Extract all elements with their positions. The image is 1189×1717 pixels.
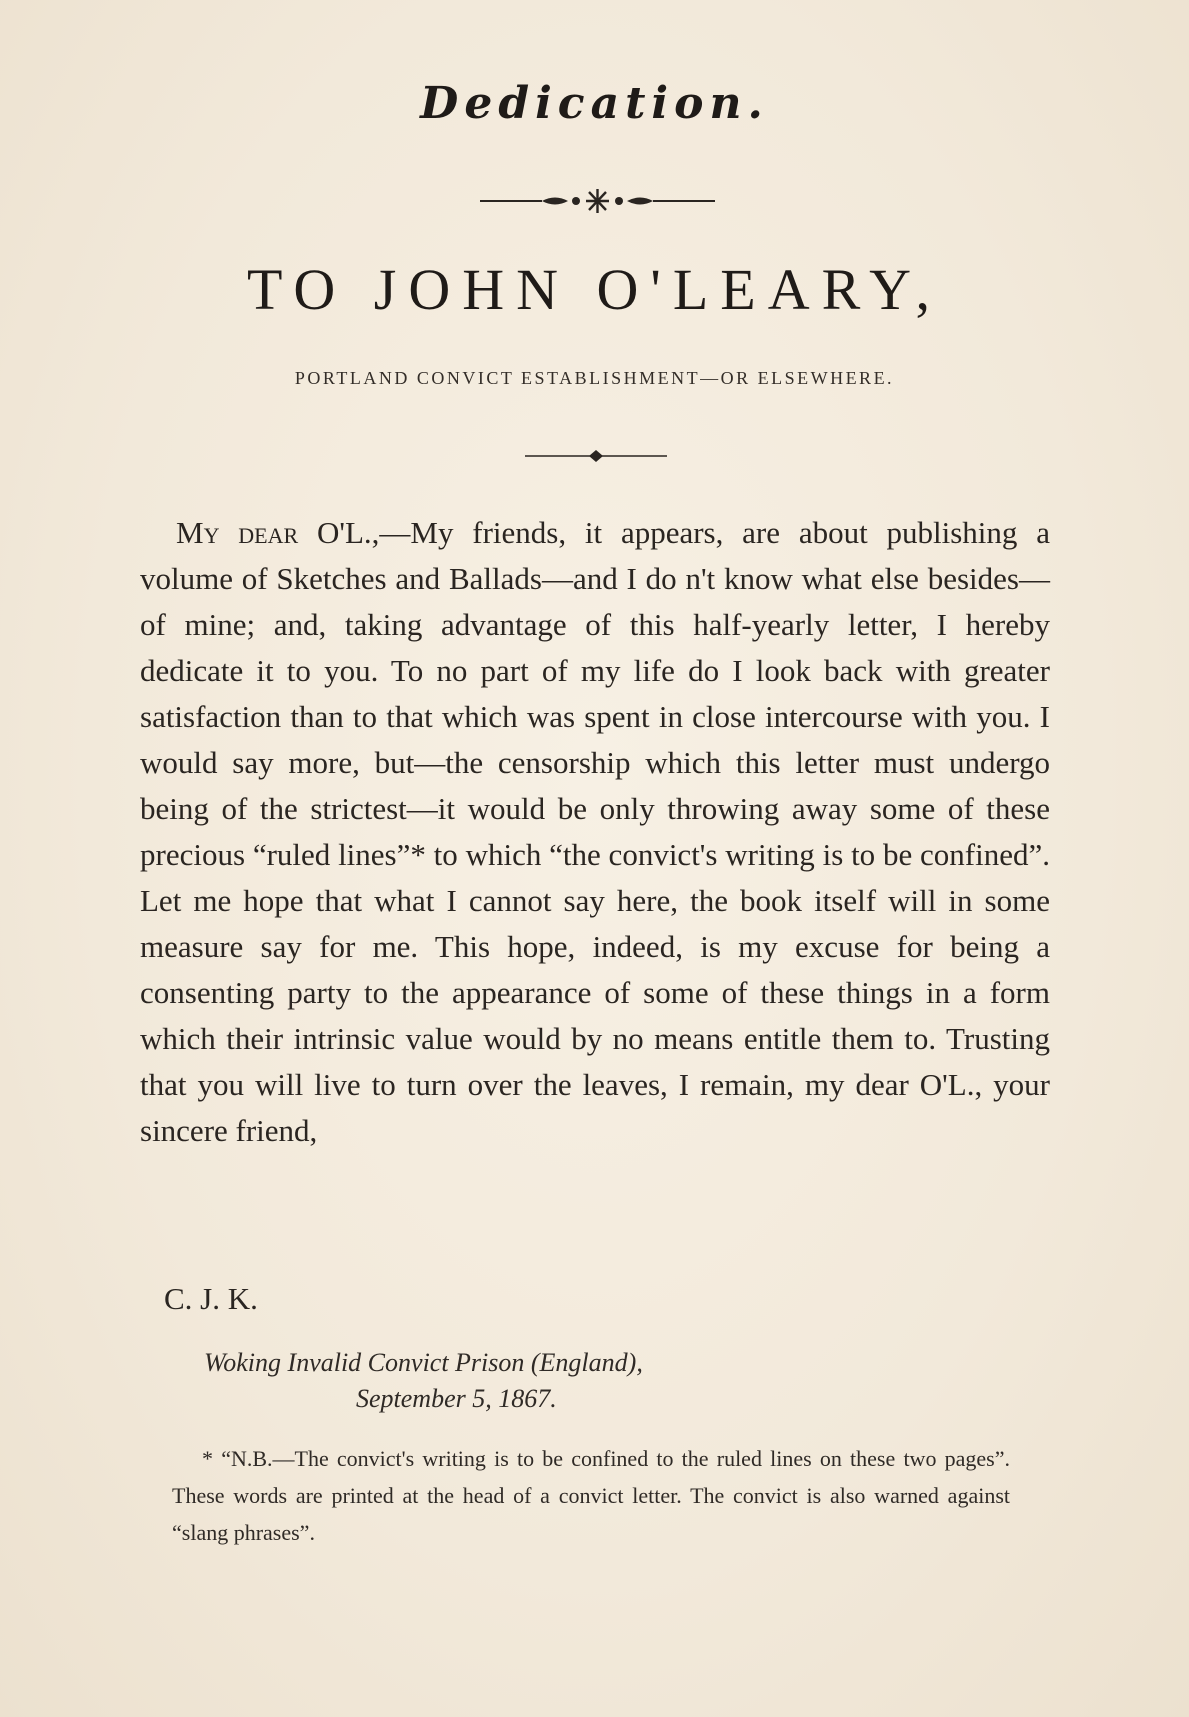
date-line: September 5, 1867. [356, 1384, 557, 1413]
dedication-letter [140, 510, 1050, 1154]
ornament-divider-icon [480, 186, 715, 216]
place-line: Woking Invalid Convict Prison (England), [204, 1348, 643, 1377]
footnote: * “N.B.—The convict's writing is to be confined to the ruled lines on these two pages”. These words are printed at the head of a convict letter. The convict is also warned against “slang phrases”. [172, 1446, 1010, 1545]
letter-body: O'L.,—My friends, it appears, are about publishing a volume of Sketches and Ballads—and I do n't know what else besides—of mine; and, taking advantage of this half-yearly letter, I hereby dedicate it to you. To no part of my life do I look back with greater satisfaction than to that which was spent in close intercourse with you. I would say more, but—the censorship which this letter must undergo being of the strictest—it would be only throwing away some of these precious “ruled lines”* to which “the convict's writing is to be confined”. Let me hope that what I cannot say here, the book itself will in some measure say for me. This hope, indeed, is my excuse for being a consenting party to the appearance of some of these things in a form which their intrinsic value would by no means entitle them to. Trusting that you will live to turn over the leaves, I remain, my dear O'L., your sincere friend, [140, 515, 1050, 1148]
page-heading: Dedication. [420, 78, 769, 129]
signature: C. J. K. [164, 1281, 258, 1316]
recipient-title: TO JOHN O'LEARY, [247, 257, 942, 322]
letter-salutation: My dear [176, 515, 299, 550]
diamond-divider-icon [525, 449, 667, 463]
recipient-location: PORTLAND CONVICT ESTABLISHMENT—OR ELSEWHERE. [294, 368, 895, 388]
